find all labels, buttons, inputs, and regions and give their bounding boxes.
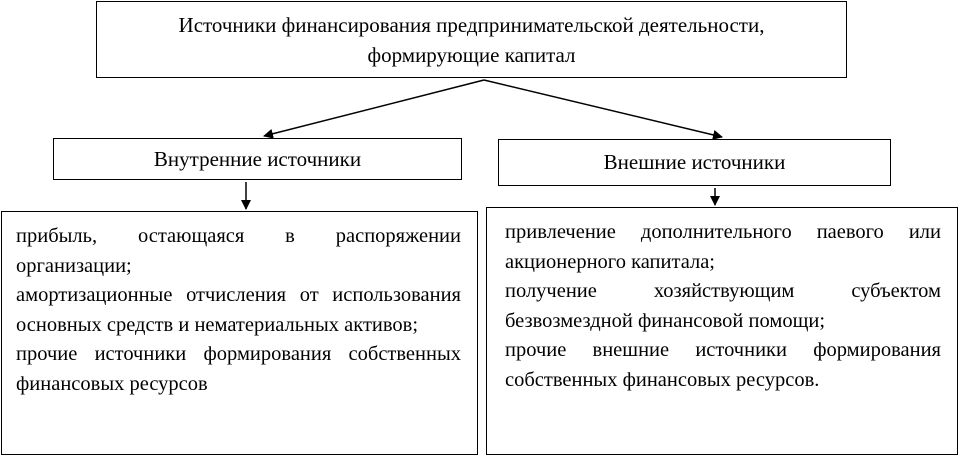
external-sources-box (498, 139, 891, 186)
list-item: прочие внешние источники формирования собственных финансовых ресурсов. (505, 339, 941, 391)
diagram-title: Источники финансирования предпринимательской деятельности, формирующие капитал (178, 12, 765, 67)
list-item: прочие источники формирования собственных финансовых ресурсов (16, 343, 461, 395)
list-item: получение хозяйствующим субъектом безвозмездной финансовой помощи; (505, 280, 941, 332)
internal-sources-box (53, 138, 462, 180)
title-box (96, 1, 847, 78)
internal-sources-list (1, 211, 478, 455)
list-item: амортизационные отчисления от использования основных средств и нематериальных активов; (16, 284, 461, 336)
external-sources-heading: Внешние источники (603, 150, 786, 174)
arrow-to-external (484, 80, 722, 137)
list-item: прибыль, остающаяся в распоряжении организации; (16, 225, 461, 277)
external-sources-list (486, 207, 958, 455)
internal-sources-heading: Внутренние источники (153, 146, 362, 171)
arrow-to-internal (264, 80, 484, 136)
list-item: привлечение дополнительного паевого или акционерного капитала; (505, 221, 941, 273)
